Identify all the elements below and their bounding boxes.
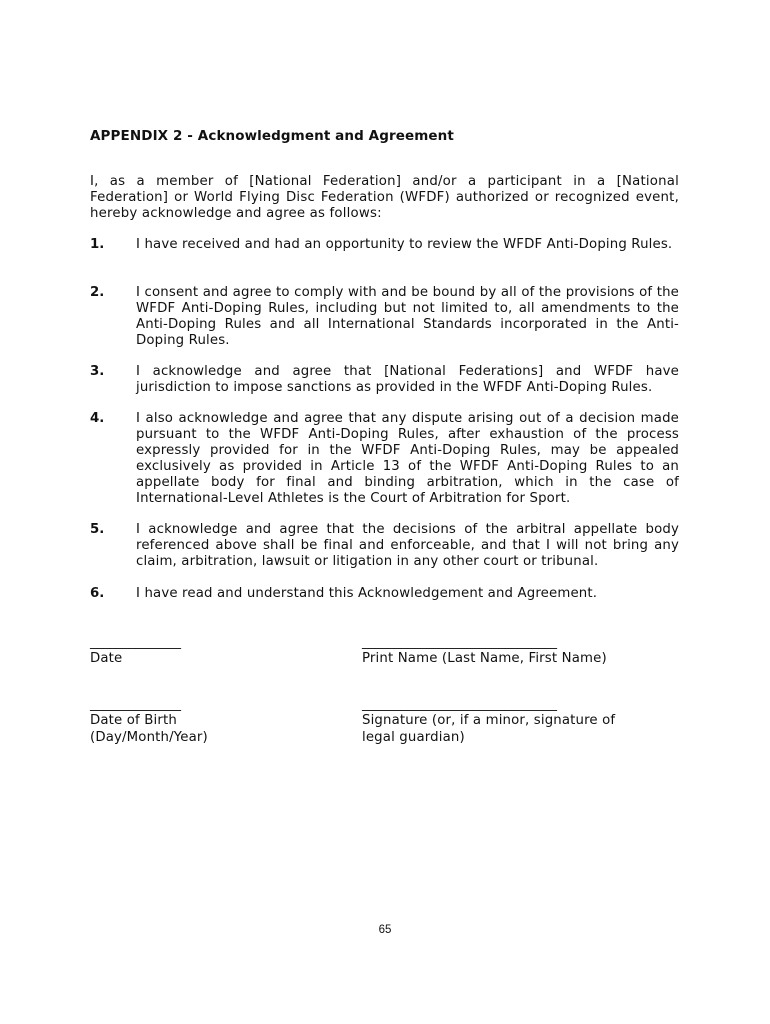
print-name-signature-line: ______________________________ bbox=[362, 635, 557, 650]
clause-text: I also acknowledge and agree that any dispute arising out of a decision made pursuant to the WFDF Anti-Doping Rules, after exhaustion of the process expressly provided for in the WFDF Anti-Doping Rules, may be appealed exclusively as provided in Article 13 of the WFDF Anti-Doping Rules to an appellate body for final and binding arbitration, which in the case of International-Level Athletes is the Court of Arbitration for Sport. bbox=[136, 411, 679, 506]
dob-signature-line: ______________ bbox=[90, 697, 181, 712]
clause-text: I have received and had an opportunity to review the WFDF Anti-Doping Rules. bbox=[136, 237, 673, 252]
intro-paragraph: I, as a member of [National Federation] and/or a participant in a [National Federation] or World Flying Disc Federation (WFDF) authorized or recognized event, hereby acknowledge and agree as follows: bbox=[90, 174, 679, 221]
clause-number: 4. bbox=[90, 411, 105, 426]
clause-number: 3. bbox=[90, 364, 105, 379]
clause-text: I acknowledge and agree that [National Federations] and WFDF have jurisdiction to impose sanctions as provided in the WFDF Anti-Doping Rules. bbox=[136, 364, 679, 395]
clause-text: I have read and understand this Acknowledgement and Agreement. bbox=[136, 586, 598, 601]
clause-text: I consent and agree to comply with and be bound by all of the provisions of the WFDF Anti-Doping Rules, including but not limited to, all amendments to the Anti-Doping Rules and all International Standards incorporated in the Anti-Doping Rules. bbox=[136, 285, 679, 348]
dob-label: Date of Birth bbox=[90, 713, 177, 728]
appendix-heading: APPENDIX 2 - Acknowledgment and Agreement bbox=[90, 128, 454, 144]
clause-number: 1. bbox=[90, 237, 105, 252]
date-label: Date bbox=[90, 651, 123, 666]
print-name-label: Print Name (Last Name, First Name) bbox=[362, 651, 607, 666]
date-signature-line: ______________ bbox=[90, 635, 181, 650]
signature-label: Signature (or, if a minor, signature of bbox=[362, 713, 616, 728]
signature-line: ______________________________ bbox=[362, 697, 557, 712]
page-number: 65 bbox=[378, 924, 392, 936]
clause-number: 2. bbox=[90, 285, 105, 300]
signature-guardian-label: legal guardian) bbox=[362, 730, 465, 745]
clause-number: 5. bbox=[90, 522, 105, 537]
dob-format-label: (Day/Month/Year) bbox=[90, 730, 208, 745]
clause-number: 6. bbox=[90, 586, 105, 601]
clause-text: I acknowledge and agree that the decisions of the arbitral appellate body referenced above shall be final and enforceable, and that I will not bring any claim, arbitration, lawsuit or litigation in any other court or tribunal. bbox=[136, 522, 679, 569]
